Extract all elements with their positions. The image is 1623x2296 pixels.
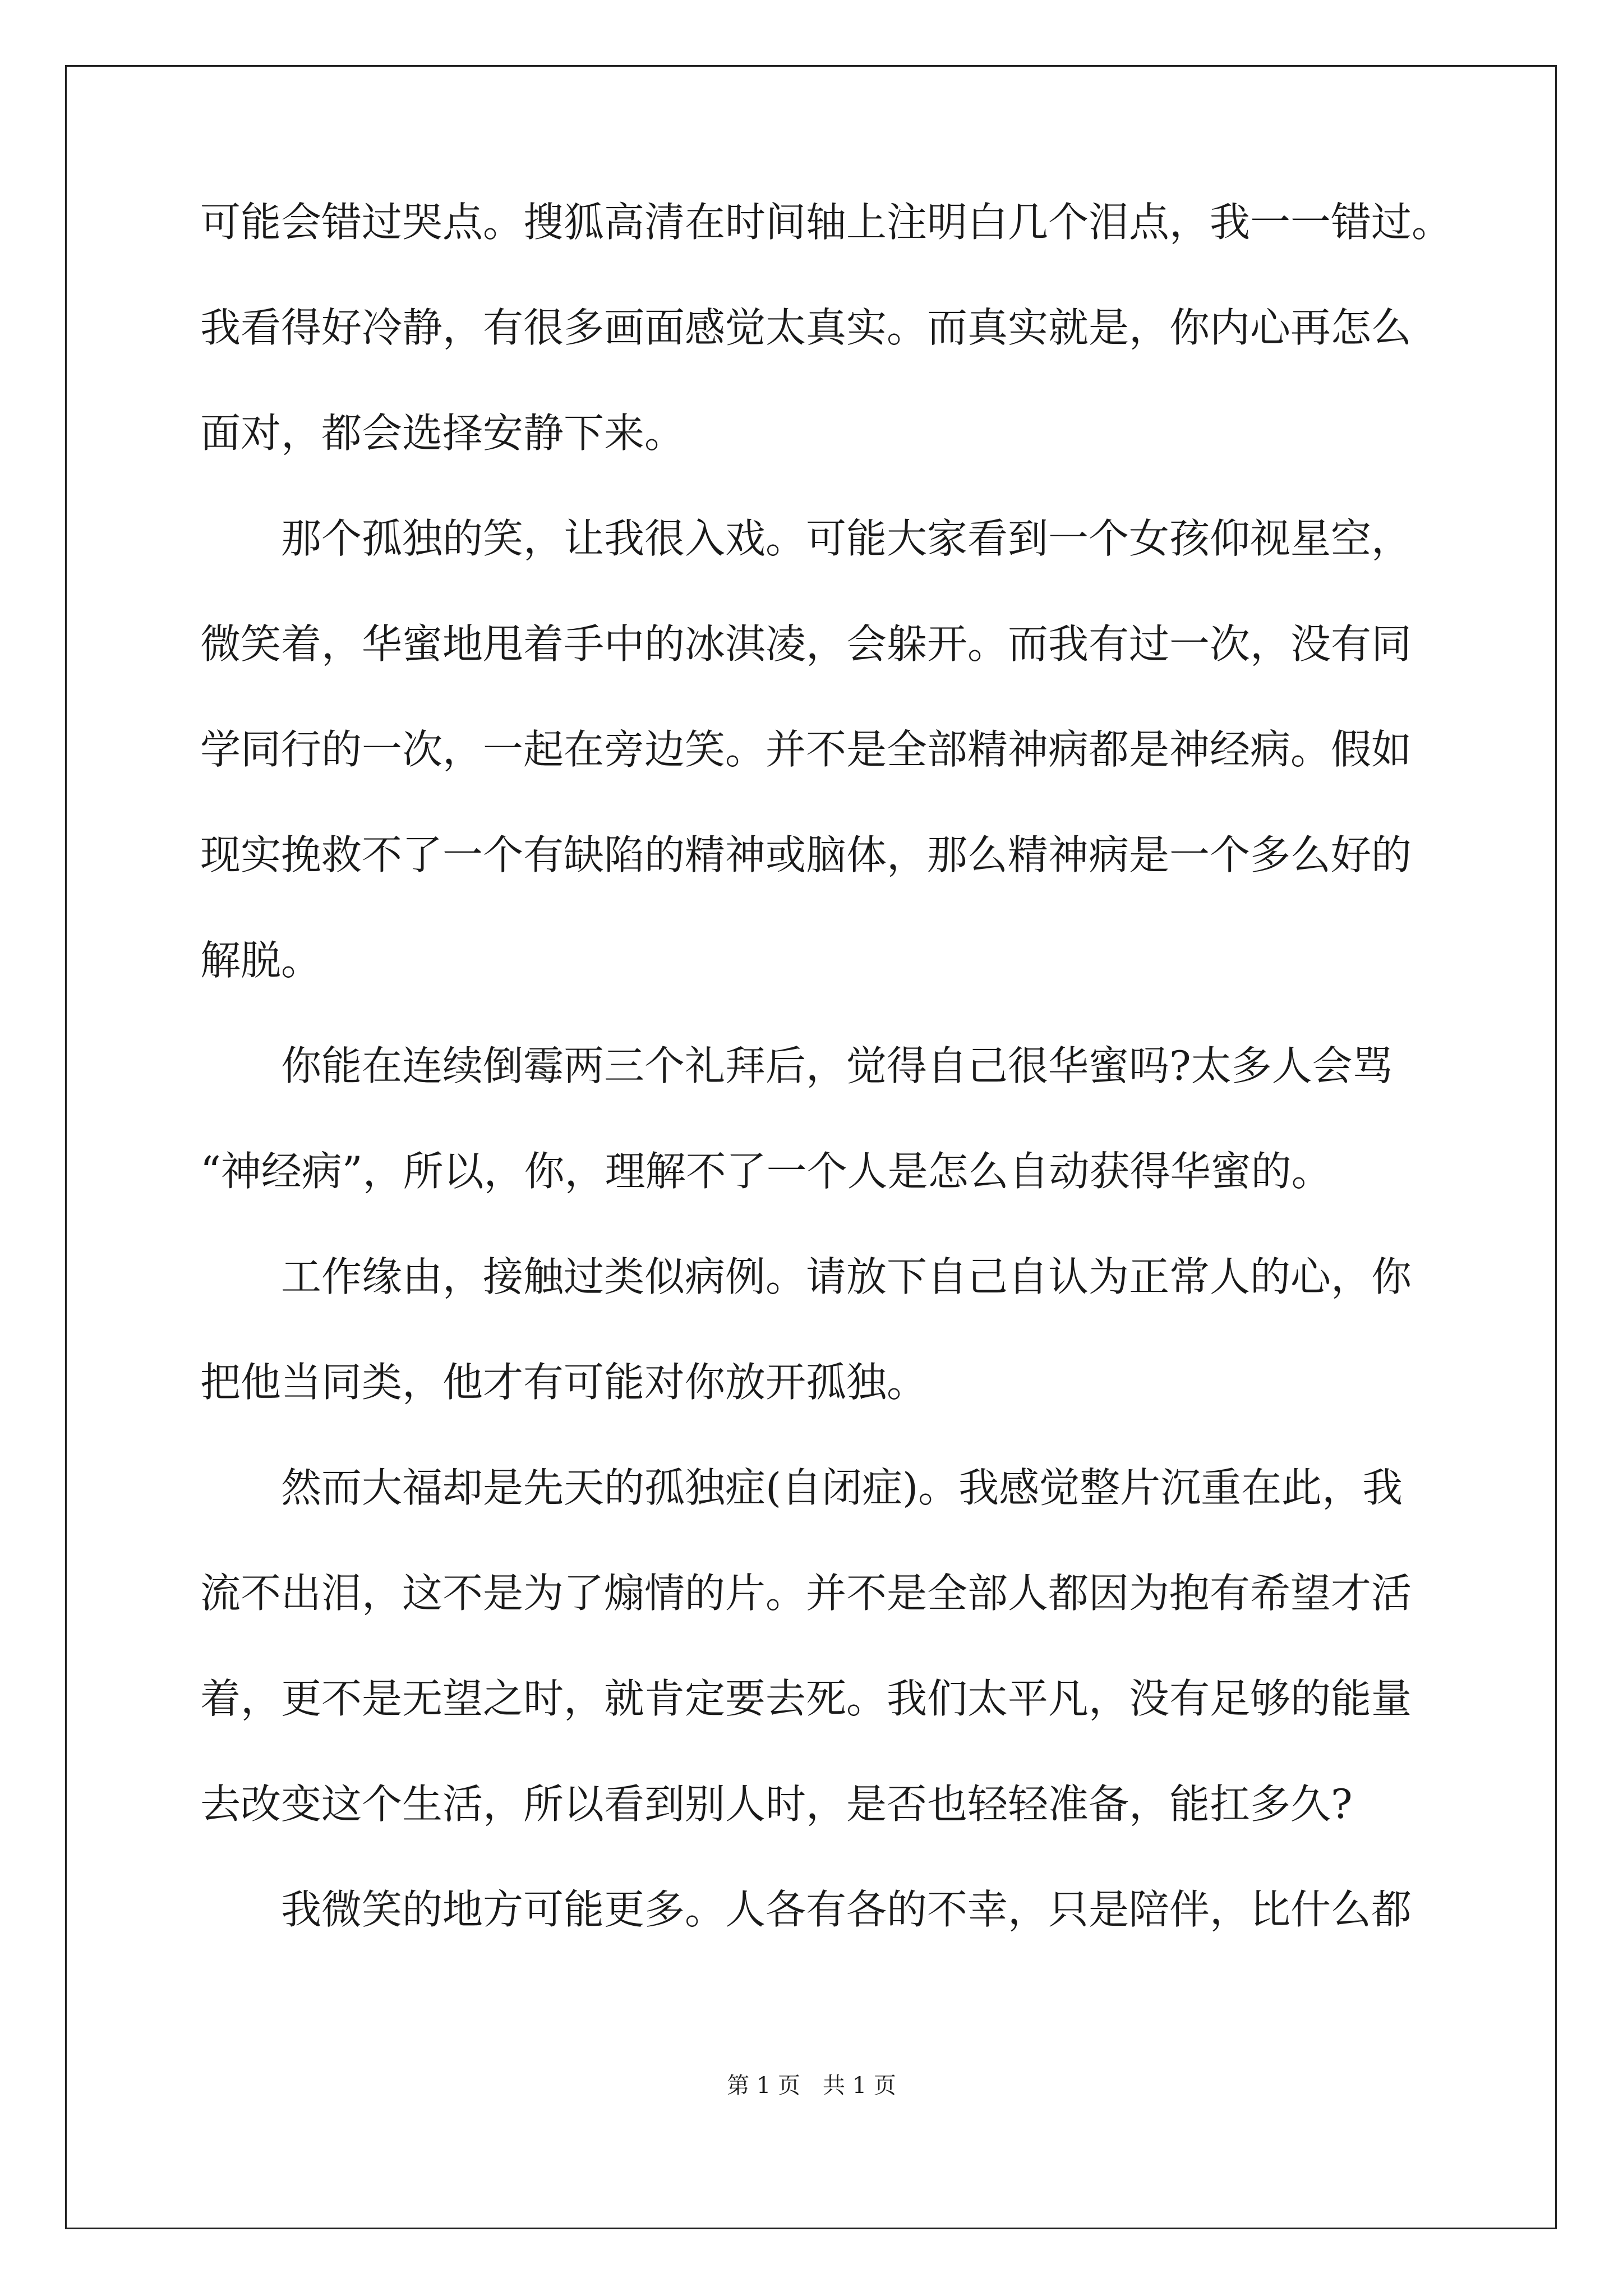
text-line: 去改变这个生活，所以看到别人时，是否也轻轻准备，能扛多久? <box>200 1780 1353 1828</box>
text-line: 解脱。 <box>200 937 322 984</box>
text-line: 我看得好冷静，有很多画面感觉太真实。而真实就是，你内心再怎么 <box>200 304 1412 351</box>
text-line: 学同行的一次，一起在旁边笑。并不是全部精神病都是神经病。假如 <box>200 726 1412 773</box>
document-body <box>200 199 1453 1995</box>
text-line: “神经病”，所以，你，理解不了一个人是怎么自动获得华蜜的。 <box>200 1148 1332 1195</box>
text-line: 把他当同类，他才有可能对你放开孤独。 <box>200 1359 928 1406</box>
text-line: 我微笑的地方可能更多。人各有各的不幸，只是陪伴，比什么都 <box>281 1886 1412 1933</box>
text-line: 现实挽救不了一个有缺陷的精神或脑体，那么精神病是一个多么好的 <box>200 831 1412 878</box>
page-footer <box>0 2074 1623 2097</box>
page-number: 第 1 页 <box>727 2073 800 2099</box>
text-line: 工作缘由，接触过类似病例。请放下自己自认为正常人的心，你 <box>281 1253 1412 1300</box>
text-line: 可能会错过哭点。搜狐高清在时间轴上注明白几个泪点，我一一错过。 <box>200 199 1453 246</box>
text-line: 流不出泪，这不是为了煽情的片。并不是全部人都因为抱有希望才活 <box>200 1570 1412 1617</box>
text-line: 你能在连续倒霉两三个礼拜后，觉得自己很华蜜吗?太多人会骂 <box>281 1042 1393 1089</box>
text-line: 着，更不是无望之时，就肯定要去死。我们太平凡，没有足够的能量 <box>200 1675 1412 1722</box>
text-line: 那个孤独的笑，让我很入戏。可能大家看到一个女孩仰视星空， <box>281 515 1412 562</box>
text-line: 面对，都会选择安静下来。 <box>200 409 685 457</box>
text-line: 微笑着，华蜜地甩着手中的冰淇凌，会躲开。而我有过一次，没有同 <box>200 620 1412 668</box>
text-line: 然而大福却是先天的孤独症(自闭症)。我感觉整片沉重在此，我 <box>281 1464 1403 1511</box>
page-total: 共 1 页 <box>823 2073 896 2099</box>
